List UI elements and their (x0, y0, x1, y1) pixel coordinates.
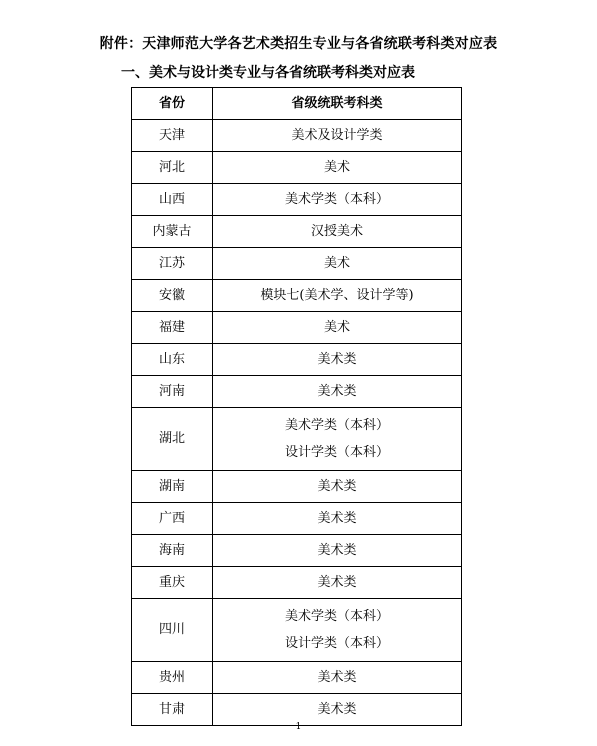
table-row (132, 120, 462, 152)
subject-category-text: 美术类 (317, 478, 357, 494)
table-row (132, 280, 462, 312)
header-subject-category: 省级统联考科类 (213, 88, 462, 120)
subject-cell (213, 567, 462, 599)
document-title: 附件：天津师范大学各艺术类招生专业与各省统联考科类对应表 (99, 36, 498, 52)
subject-cell (213, 312, 462, 344)
subject-category-text: 设计学类（本科） (284, 635, 389, 651)
subject-category-text: 美术学类（本科） (284, 608, 389, 624)
table-row (132, 312, 462, 344)
province-subject-table (131, 87, 462, 726)
subject-category-text: 模块七(美术学、设计学等) (260, 287, 414, 303)
table-row (132, 471, 462, 503)
table-row (132, 535, 462, 567)
subject-category-text: 汉授美术 (310, 223, 363, 239)
province-cell: 海南 (132, 535, 213, 567)
province-cell: 山西 (132, 184, 213, 216)
province-cell: 天津 (132, 120, 213, 152)
province-cell: 山东 (132, 344, 213, 376)
table-row (132, 376, 462, 408)
header-province: 省份 (132, 88, 213, 120)
table-row (132, 599, 462, 662)
subject-category-text: 美术类 (317, 351, 357, 367)
subject-category-text: 美术学类（本科） (284, 417, 389, 433)
subject-cell (213, 120, 462, 152)
subject-cell (213, 248, 462, 280)
table-row (132, 567, 462, 599)
subject-cell (213, 471, 462, 503)
subject-category-text: 美术类 (317, 542, 357, 558)
subject-category-text: 美术类 (317, 701, 357, 717)
table-row (132, 344, 462, 376)
province-cell: 甘肃 (132, 694, 213, 726)
subject-category-text: 美术类 (317, 510, 357, 526)
subject-category-text: 美术类 (317, 383, 357, 399)
subject-category-text: 美术类 (317, 669, 357, 685)
province-cell: 江苏 (132, 248, 213, 280)
table-row (132, 216, 462, 248)
province-cell: 内蒙古 (132, 216, 213, 248)
subject-category-text: 美术 (323, 319, 350, 335)
table-row (132, 662, 462, 694)
table-header-row (132, 88, 462, 120)
province-cell: 四川 (132, 599, 213, 662)
subject-cell (213, 503, 462, 535)
subject-cell (213, 408, 462, 471)
subject-cell (213, 184, 462, 216)
subject-cell (213, 535, 462, 567)
table-body (132, 120, 462, 726)
province-cell: 广西 (132, 503, 213, 535)
table-row (132, 184, 462, 216)
province-cell: 贵州 (132, 662, 213, 694)
province-cell: 河北 (132, 152, 213, 184)
subject-cell (213, 599, 462, 662)
section-heading: 一、美术与设计类专业与各省统联考科类对应表 (121, 65, 415, 81)
subject-cell (213, 280, 462, 312)
province-cell: 湖北 (132, 408, 213, 471)
page-number: 1 (295, 722, 302, 732)
subject-cell (213, 152, 462, 184)
province-cell: 安徽 (132, 280, 213, 312)
subject-cell (213, 694, 462, 726)
subject-category-text: 美术 (323, 255, 350, 271)
table-row (132, 694, 462, 726)
table-row (132, 152, 462, 184)
province-cell: 重庆 (132, 567, 213, 599)
province-cell: 福建 (132, 312, 213, 344)
subject-category-text: 设计学类（本科） (284, 444, 389, 460)
province-cell: 湖南 (132, 471, 213, 503)
subject-category-text: 美术 (323, 159, 350, 175)
table-row (132, 248, 462, 280)
subject-category-text: 美术学类（本科） (284, 191, 389, 207)
subject-cell (213, 376, 462, 408)
province-cell: 河南 (132, 376, 213, 408)
table-row (132, 408, 462, 471)
subject-category-text: 美术及设计学类 (291, 127, 383, 143)
subject-cell (213, 662, 462, 694)
subject-cell (213, 216, 462, 248)
subject-cell (213, 344, 462, 376)
table-row (132, 503, 462, 535)
subject-category-text: 美术类 (317, 574, 357, 590)
